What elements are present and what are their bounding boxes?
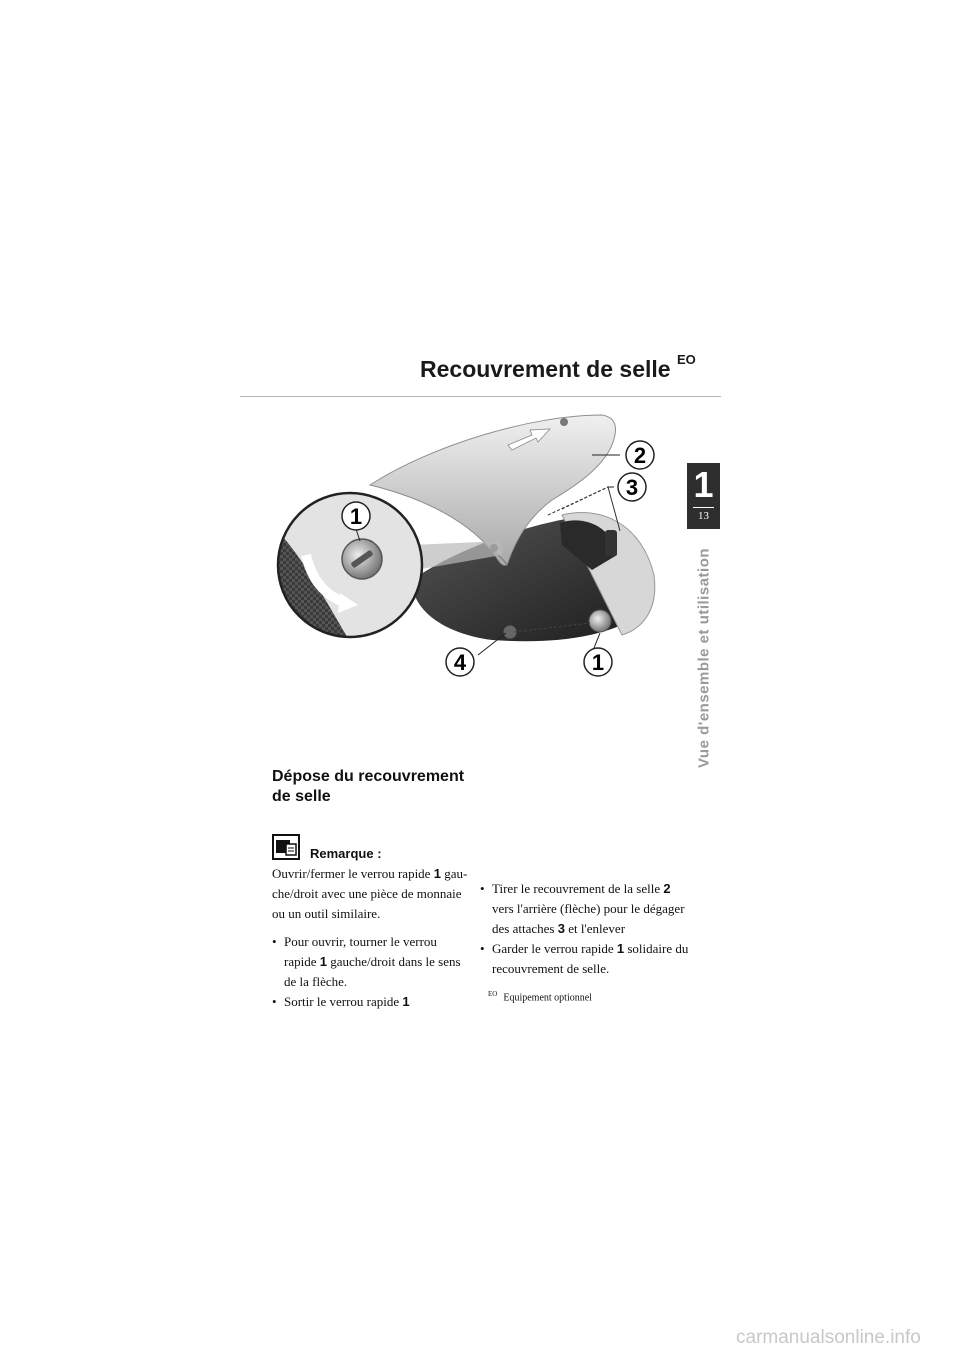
steps-left [272, 932, 472, 1012]
chapter-tab [687, 463, 720, 529]
callout-1-top: 1 [349, 504, 363, 529]
chapter-number: 1 [693, 464, 714, 505]
list-item: • Tirer le recouvrement de la selle 2 vers l'arrière (flèche) pour le dégager des attaches 3 et l'enlever [480, 879, 692, 939]
steps-right [480, 879, 692, 979]
title-superscript: EO [676, 352, 696, 368]
list-item: • Sortir le verrou rapide 1 [272, 992, 472, 1012]
footnote-mark: EO [488, 990, 498, 998]
note-label: Remarque : [310, 846, 382, 861]
page-number: 13 [698, 510, 709, 522]
page-title: Recouvrement de selle $^{EO}$ [420, 352, 696, 382]
list-item: • Garder le verrou rapide 1 solidaire du recouvrement de selle. [480, 939, 692, 979]
footnote-text: Equipement optionnel [503, 992, 592, 1004]
callout-1-bottom: 1 [591, 650, 605, 675]
motorcycle-seat [412, 513, 655, 642]
note-icon [272, 834, 300, 860]
chapter-divider [693, 507, 714, 508]
seat-cover-illustration [262, 405, 680, 695]
callout-4: 4 [453, 650, 467, 675]
section-heading: Dépose du recouvrement de selle [272, 768, 465, 805]
callout-2: 2 [633, 443, 647, 468]
callout-3: 3 [625, 475, 639, 500]
list-item: • Pour ouvrir, tourner le verrou rapide 1 gauche/droit dans le sens de la flèche. [272, 932, 472, 992]
note-text: Ouvrir/fermer le verrou rapide 1 gau-che/droit avec une pièce de monnaie ou un outil similaire. [272, 866, 468, 921]
title-divider [240, 396, 721, 397]
footnote [488, 990, 592, 1003]
chapter-side-label: Vue d'ensemble et utilisation [695, 547, 713, 769]
watermark: carmanualsonline.info [736, 1327, 921, 1348]
